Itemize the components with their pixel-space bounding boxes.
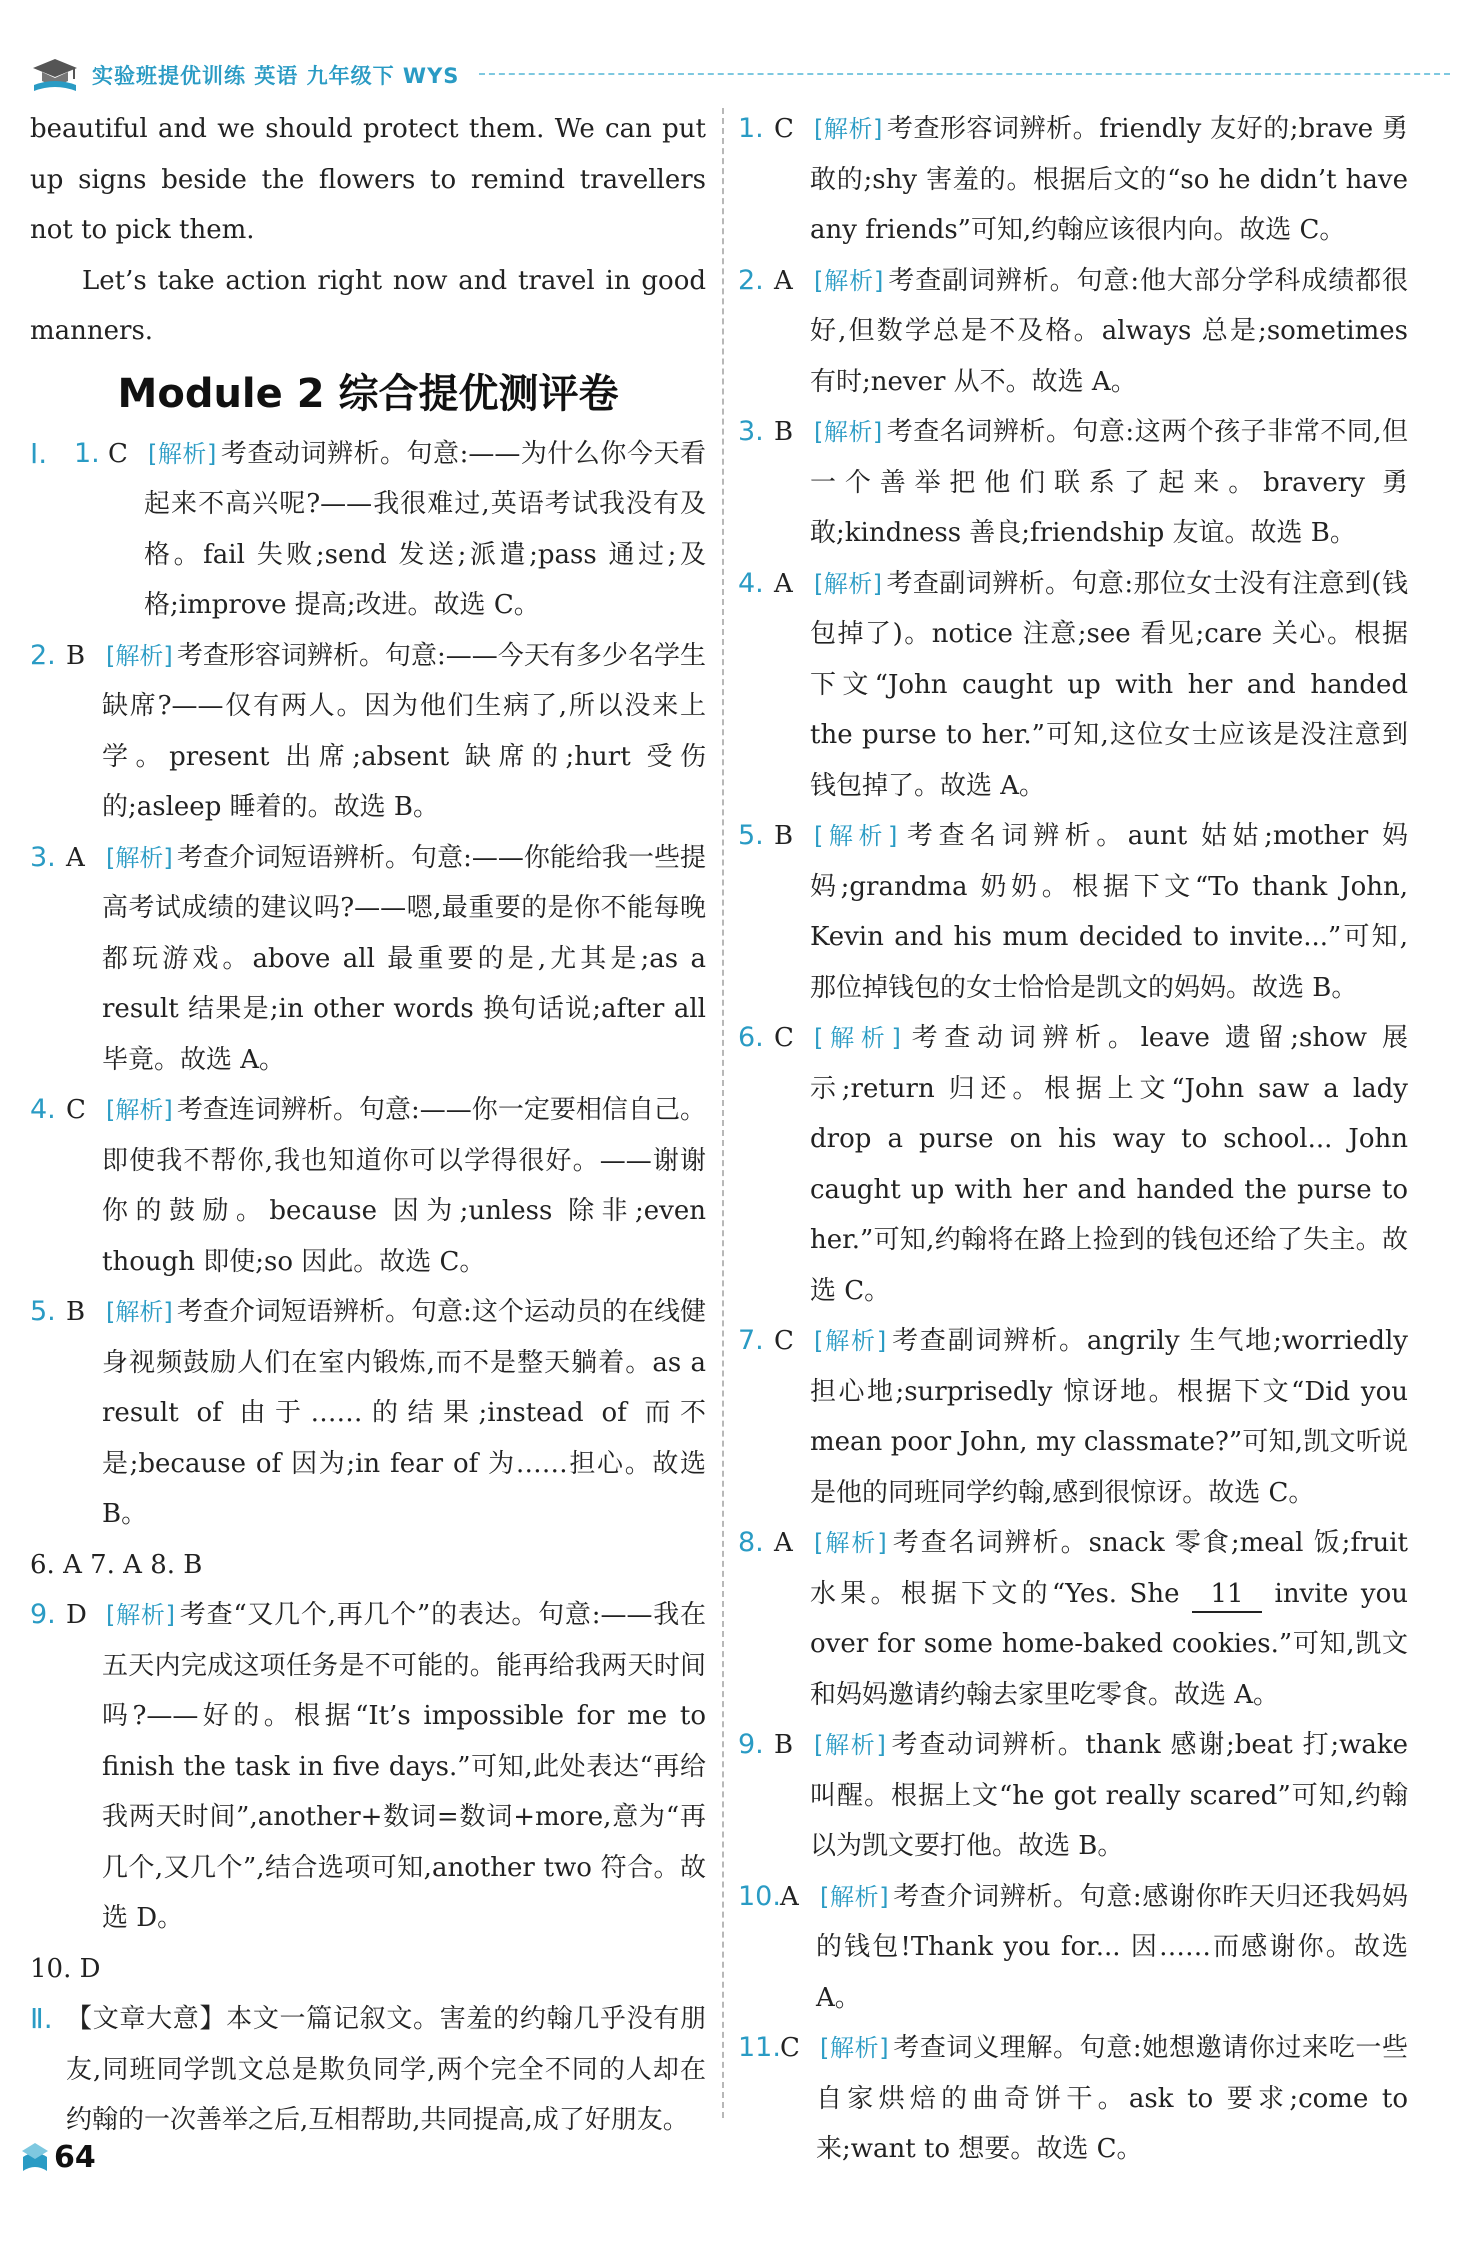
section-label: Ⅰ.	[30, 436, 48, 470]
analysis-tag: [解析]	[814, 822, 898, 850]
item-number: 9.	[30, 1599, 56, 1630]
section-2-summary	[30, 1994, 706, 2146]
item-explanation: [解析] 考查名词辨析。句意:这两个孩子非常不同,但一个善举把他们联系了起来。bravery 勇敢;kindness 善良;friendship 友谊。故选 B。	[810, 417, 1408, 548]
item-number: 7.	[738, 1325, 764, 1356]
book-title: 实验班提优训练 英语 九年级下 WYS	[92, 64, 460, 88]
item-number: 10.	[738, 1880, 781, 1912]
answer-item	[738, 559, 1408, 812]
item-explanation: [解析] 考查动词辨析。thank 感谢;beat 打;wake 叫醒。根据上文“he got really scared”可知,约翰以为凯文要打他。故选 B。	[810, 1730, 1409, 1861]
answer-item	[738, 104, 1408, 256]
module-title: Module 2 综合提优测评卷	[117, 370, 619, 417]
answer-item	[738, 1316, 1408, 1518]
analysis-tag: [解析]	[106, 1601, 176, 1629]
analysis-tag: [解析]	[814, 1024, 901, 1052]
page-corner-icon	[20, 2141, 50, 2175]
item-number: 5.	[738, 820, 764, 851]
analysis-tag: [解析]	[106, 1298, 173, 1326]
item-answer: D	[66, 1600, 87, 1630]
answer-item	[30, 1287, 706, 1540]
item-10-answer: 10. D	[30, 1953, 101, 1984]
answer-item	[30, 833, 706, 1086]
answer-item	[738, 407, 1408, 559]
item-explanation: [解析] 考查动词辨析。leave 遗留;show 展示;return 归还。根据上文“John saw a lady drop a purse on his way to school... John caught up with her and handed the purse to her.”可知,约翰将在路上捡到的钱包还给了失主。故选 C。	[810, 1023, 1408, 1306]
graduation-cap-book-icon	[30, 55, 80, 95]
item-number: 8.	[738, 1527, 764, 1558]
analysis-tag: [解析]	[814, 266, 884, 295]
answer-item	[30, 1590, 706, 1944]
item-explanation: [解析] 考查名词辨析。snack 零食;meal 饭;fruit 水果。根据下文的“Yes. She 11 invite you over for some home-baked cookies.”可知,凯文和妈妈邀请约翰去家里吃零食。故选 A。	[810, 1528, 1409, 1710]
analysis-tag: [解析]	[106, 843, 173, 872]
item-explanation: [解析] 考查副词辨析。句意:那位女士没有注意到(钱包掉了)。notice 注意;see 看见;care 关心。根据下文“John caught up with her and handed the purse to her.”可知,这位女士应该是没注意到钱包掉了。故选 A。	[810, 568, 1408, 801]
header-rule	[479, 73, 1450, 77]
item-answer: B	[66, 640, 86, 671]
item-number: 3.	[30, 841, 56, 873]
item-explanation: [解析] 考查副词辨析。句意:他大部分学科成绩都很好,但数学总是不及格。always 总是;sometimes 有时;never 从不。故选 A。	[810, 265, 1408, 397]
item-answer: B	[774, 1730, 794, 1760]
item-answer: B	[66, 1297, 86, 1327]
item-number: 4.	[30, 1094, 56, 1125]
analysis-tag: [解析]	[814, 418, 883, 446]
item-explanation: [解析] 考查连词辨析。句意:——你一定要相信自己。即使我不帮你,我也知道你可以学得很好。——谢谢你的鼓励。because 因为;unless 除非;even though 即使;so 因此。故选 C。	[102, 1095, 706, 1277]
item-explanation: [解析] 考查介词辨析。句意:感谢你昨天归还我妈妈的钱包!Thank you for... 因……而感谢你。故选 A。	[816, 1881, 1408, 2013]
item-answer: C	[774, 114, 794, 144]
item-answer: C	[780, 2033, 800, 2063]
intro-paragraph-1: beautiful and we should protect them. We can put up signs beside the flowers to remind travellers not to pick them.	[30, 114, 706, 245]
item-number: 9.	[738, 1729, 764, 1760]
answer-item	[30, 1085, 706, 1287]
analysis-tag: [解析]	[148, 439, 217, 468]
item-explanation: [解析] 考查形容词辨析。句意:——今天有多少名学生缺席?——仅有两人。因为他们生病了,所以没来上学。present 出席;absent 缺席的;hurt 受伤的;asleep 睡着的。故选 B。	[102, 640, 706, 822]
answer-item	[30, 631, 706, 833]
section-label: Ⅱ.	[30, 2002, 53, 2035]
item-answer: A	[66, 842, 85, 873]
blank-number: 11	[1192, 1577, 1262, 1613]
item-answer: A	[774, 265, 793, 296]
analysis-tag: [解析]	[814, 1327, 887, 1355]
intro-paragraph-2: Let’s take action right now and travel in good manners.	[30, 265, 706, 346]
item-answer: C	[108, 438, 128, 469]
analysis-tag: [解析]	[820, 1882, 889, 1911]
analysis-tag: [解析]	[814, 1731, 886, 1759]
item-number: 4.	[738, 567, 764, 599]
page-number: 64	[20, 2140, 96, 2175]
page-header	[30, 52, 1450, 98]
item-explanation: [解析] 考查副词辨析。angrily 生气地;worriedly 担心地;surprisedly 惊讶地。根据下文“Did you mean poor John, my classmate?”可知,凯文听说是他的同班同学约翰,感到很惊讶。故选 C。	[810, 1326, 1408, 1508]
item-explanation: [解析] 考查动词辨析。句意:——为什么你今天看起来不高兴呢?——我很难过,英语考试我没有及格。fail 失败;send 发送;派遣;pass 通过;及格;improve 提高;改进。故选 C。	[144, 438, 706, 620]
answer-item	[738, 1518, 1408, 1720]
analysis-tag: [解析]	[814, 115, 883, 143]
item-answer: B	[774, 417, 794, 447]
short-answers: 6. A 7. A 8. B	[30, 1549, 203, 1580]
item-answer: C	[774, 1326, 794, 1356]
column-divider	[722, 108, 724, 2118]
item-answer: A	[774, 568, 793, 599]
analysis-tag: [解析]	[814, 569, 883, 598]
item-explanation: [解析] 考查词义理解。句意:她想邀请你过来吃一些自家烘焙的曲奇饼干。ask to 要求;come to 来;want to 想要。故选 C。	[816, 2033, 1408, 2164]
item-number: 3.	[738, 416, 764, 447]
answer-item	[738, 2023, 1408, 2175]
item-number: 2.	[738, 264, 764, 296]
item-number: 1.	[74, 437, 100, 469]
item-answer: A	[780, 1881, 799, 1912]
item-number: 1.	[738, 113, 764, 144]
answer-item	[738, 1013, 1408, 1316]
item-explanation: [解析] 考查介词短语辨析。句意:这个运动员的在线健身视频鼓励人们在室内锻炼,而不是整天躺着。as a result of 由于……的结果;instead of 而不是;because of 因为;in fear of 为……担心。故选 B。	[102, 1297, 706, 1529]
answer-item	[30, 429, 706, 631]
answer-item	[738, 1872, 1408, 2024]
right-column	[738, 104, 1408, 2175]
item-number: 5.	[30, 1296, 56, 1327]
item-number: 6.	[738, 1022, 764, 1053]
item-answer: C	[66, 1095, 86, 1125]
item-number: 2.	[30, 639, 56, 671]
item-answer: A	[774, 1528, 793, 1558]
item-number: 11.	[738, 2032, 781, 2063]
item-answer: C	[774, 1023, 794, 1053]
left-column	[30, 104, 706, 2146]
item-explanation: [解析] 考查名词辨析。aunt 姑姑;mother 妈妈;grandma 奶奶。根据下文“To thank John, Kevin and his mum decided to invite...”可知,那位掉钱包的女士恰恰是凯文的妈妈。故选 B。	[810, 821, 1408, 1003]
answer-item	[738, 256, 1408, 408]
article-summary: 【文章大意】本文一篇记叙文。害羞的约翰几乎没有朋友,同班同学凯文总是欺负同学,两个完全不同的人却在约翰的一次善举之后,互相帮助,共同提高,成了好朋友。	[66, 2004, 706, 2135]
answer-item	[738, 1720, 1408, 1872]
analysis-tag: [解析]	[820, 2034, 889, 2062]
item-explanation: [解析] 考查“又几个,再几个”的表达。句意:——我在五天内完成这项任务是不可能的。能再给我两天时间吗?——好的。根据“It’s impossible for me to finish the task in five days.”可知,此处表达“再给我两天时间”,another+数词=数词+more,意为“再几个,又几个”,结合选项可知,another two 符合。故选 D。	[102, 1600, 706, 1933]
item-answer: B	[774, 821, 794, 851]
item-explanation: [解析] 考查形容词辨析。friendly 友好的;brave 勇敢的;shy 害羞的。根据后文的“so he didn’t have any friends”可知,约翰应该很内向。故选 C。	[810, 114, 1408, 245]
analysis-tag: [解析]	[106, 641, 173, 670]
answer-item	[738, 811, 1408, 1013]
analysis-tag: [解析]	[814, 1529, 887, 1557]
analysis-tag: [解析]	[106, 1096, 173, 1124]
item-explanation: [解析] 考查介词短语辨析。句意:——你能给我一些提高考试成绩的建议吗?——嗯,最重要的是你不能每晚都玩游戏。above all 最重要的是,尤其是;as a result 结果是;in other words 换句话说;after all 毕竟。故选 A。	[102, 842, 706, 1075]
